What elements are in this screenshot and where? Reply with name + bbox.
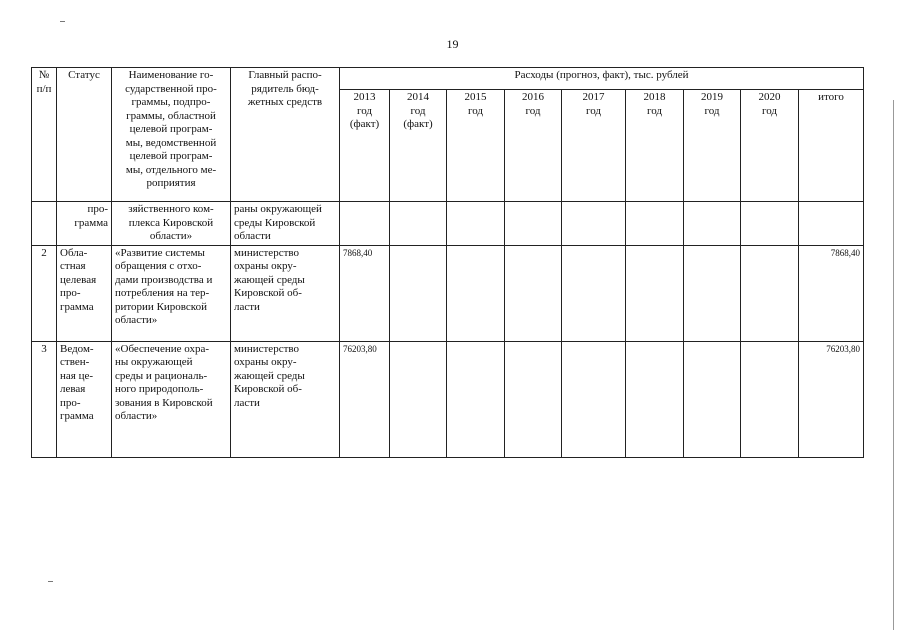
row-num: 3 [32, 341, 57, 457]
row-value-total [799, 202, 864, 246]
budget-table [31, 67, 864, 458]
row-value-2014 [390, 202, 447, 246]
row-value-2019 [684, 202, 741, 246]
row-value-2017 [562, 341, 626, 457]
row-program-name: «Развитие системы обращения с отхо- дами производства и потребления на тер- ритории Кировской области» [112, 245, 231, 341]
header-year-2017: 2017 год [562, 90, 626, 202]
row-program-name: зяйственного ком- плекса Кировской области» [112, 202, 231, 246]
row-status: Ведом- ствен- ная це- левая про- грамма [57, 341, 112, 457]
row-status: Обла- стная целевая про- грамма [57, 245, 112, 341]
header-year-2014: 2014 год (факт) [390, 90, 447, 202]
header-year-2013: 2013 год (факт) [340, 90, 390, 202]
row-value-2017 [562, 202, 626, 246]
header-manager: Главный распо- рядитель бюд- жетных средств [231, 68, 340, 202]
scan-speck [48, 581, 53, 582]
row-value-2015 [447, 245, 505, 341]
header-year-2019: 2019 год [684, 90, 741, 202]
row-manager: министерство охраны окру- жающей среды Кировской об- ласти [231, 341, 340, 457]
row-value-2014 [390, 245, 447, 341]
row-value-2016 [505, 202, 562, 246]
header-year-2015: 2015 год [447, 90, 505, 202]
row-value-2013: 76203,80 [340, 341, 390, 457]
row-num [32, 202, 57, 246]
header-row-top [32, 68, 864, 90]
row-value-total: 76203,80 [799, 341, 864, 457]
row-value-2016 [505, 245, 562, 341]
row-value-2017 [562, 245, 626, 341]
table-row [32, 202, 864, 246]
row-value-2014 [390, 341, 447, 457]
header-num: № п/п [32, 68, 57, 202]
scan-edge-line [893, 100, 894, 630]
row-value-2018 [626, 245, 684, 341]
row-value-2019 [684, 245, 741, 341]
row-manager: раны окружающей среды Кировской области [231, 202, 340, 246]
row-value-2020 [741, 202, 799, 246]
row-value-2015 [447, 202, 505, 246]
row-value-2013 [340, 202, 390, 246]
table-row [32, 341, 864, 457]
header-total: итого [799, 90, 864, 202]
header-year-2018: 2018 год [626, 90, 684, 202]
row-value-2018 [626, 202, 684, 246]
row-value-2020 [741, 341, 799, 457]
header-year-2016: 2016 год [505, 90, 562, 202]
row-value-total: 7868,40 [799, 245, 864, 341]
header-year-2020: 2020 год [741, 90, 799, 202]
header-program-name: Наименование го- сударственной про- граммы, подпро- граммы, областной целевой програм- мы, ведомственной целевой програм- мы, отдельного ме- роприятия [112, 68, 231, 202]
row-manager: министерство охраны окру- жающей среды Кировской об- ласти [231, 245, 340, 341]
row-program-name: «Обеспечение охра- ны окружающей среды и рациональ- ного природополь- зования в Кировской области» [112, 341, 231, 457]
row-value-2019 [684, 341, 741, 457]
row-value-2020 [741, 245, 799, 341]
header-status: Статус [57, 68, 112, 202]
page-number: 19 [446, 37, 459, 51]
row-status: про- грамма [57, 202, 112, 246]
scan-speck [60, 21, 65, 22]
header-expenses: Расходы (прогноз, факт), тыс. рублей [340, 68, 864, 90]
row-value-2013: 7868,40 [340, 245, 390, 341]
row-value-2015 [447, 341, 505, 457]
row-value-2016 [505, 341, 562, 457]
table-row [32, 245, 864, 341]
row-value-2018 [626, 341, 684, 457]
row-num: 2 [32, 245, 57, 341]
